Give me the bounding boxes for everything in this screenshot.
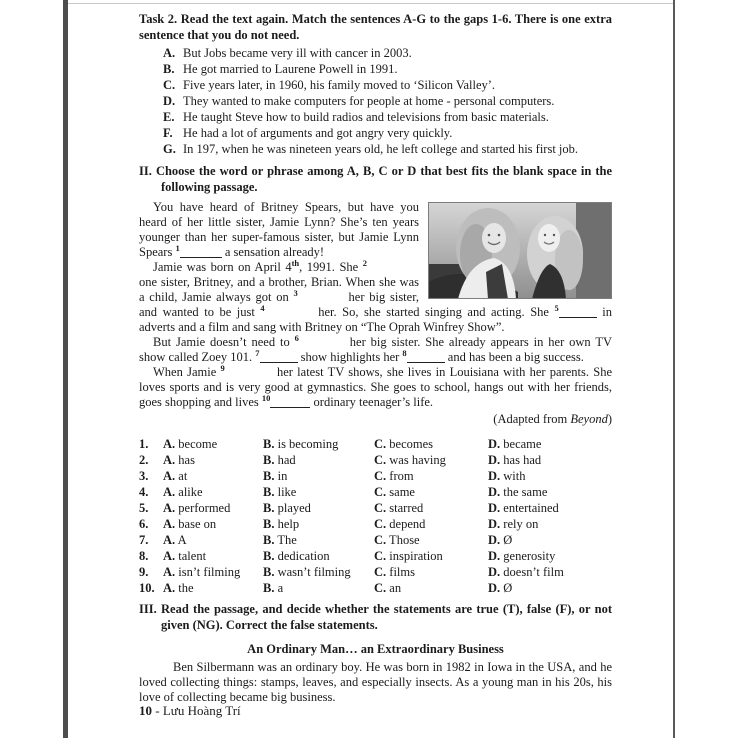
choice-letter: C.: [374, 469, 387, 483]
option-row: [139, 516, 612, 532]
option-row-number: 6.: [139, 517, 149, 531]
option-row-number: 9.: [139, 565, 149, 579]
options-table: [139, 436, 612, 596]
option-row: [139, 532, 612, 548]
task2-heading: Task 2. Read the text again. Match the sentences A-G to the gaps 1-6. There is one extra sentence that you do not need.: [139, 12, 612, 42]
choice-letter: A.: [163, 533, 176, 547]
section2-heading-text: Choose the word or phrase among A, B, C or D that best fits the blank space in the following passage.: [155, 164, 612, 194]
choice-letter: B.: [263, 517, 275, 531]
choice-letter: C.: [374, 565, 387, 579]
gap-number: 7: [255, 347, 260, 358]
option-row-number: 1.: [139, 437, 149, 451]
section3-heading: [139, 602, 612, 633]
passage-paragraph-1: You have heard of Britney Spears, but have you heard of her little sister, Jamie Lynn? She’s ten years younger than her super-famous sister, but Jamie Lynn Spears $^1$ a sensation already!: [139, 200, 419, 259]
option-choice: D. doesn’t film: [488, 565, 564, 579]
choice-letter: D.: [488, 469, 501, 483]
page-left-edge-bar: [63, 0, 68, 738]
option-row: [139, 580, 612, 596]
choice-letter: A.: [163, 469, 176, 483]
choice-letter: A.: [163, 453, 176, 467]
option-choice: B. a: [263, 581, 284, 595]
section2-heading: [139, 164, 612, 195]
passage-paragraph-4: When Jamie $^9$ her latest TV shows, she lives in Louisiana with her parents. She loves sports and is very good at gymnastics. She goes to school, hangs out with her friends, goes shopping and lives $^{10}$ ordinary teenager’s life.: [139, 362, 612, 409]
sentence-text: He got married to Laurene Powell in 1991.: [183, 62, 398, 76]
sentence-letter: G.: [163, 142, 176, 156]
option-choice: A. the: [163, 581, 194, 595]
option-choice: D. has had: [488, 453, 542, 467]
option-choice: B. in: [263, 469, 288, 483]
option-choice: A. talent: [163, 549, 207, 563]
footer-author: - Lưu Hoàng Trí: [152, 703, 241, 718]
option-row-number: 7.: [139, 533, 149, 547]
sentence-text: In 197, when he was nineteen years old, he left college and started his first job.: [183, 142, 579, 156]
option-choice: C. was having: [374, 453, 446, 467]
choice-letter: C.: [374, 581, 387, 595]
choice-letter: D.: [488, 517, 501, 531]
sentence-text: Five years later, in 1960, his family moved to ‘Silicon Valley’.: [183, 78, 496, 92]
section3-label: III.: [139, 602, 157, 616]
choice-letter: B.: [263, 469, 275, 483]
sentence-letter: A.: [163, 46, 176, 60]
option-choice: C. from: [374, 469, 414, 483]
option-choice: D. the same: [488, 485, 548, 499]
story-paragraph: Ben Silbermann was an ordinary boy. He was born in 1982 in Iowa in the USA, and he loved collecting things: stamps, leaves, and especially insects. As a young man in his 20s, his love of collecting became big business.: [139, 660, 612, 704]
option-choice: C. same: [374, 485, 415, 499]
choice-letter: C.: [374, 453, 387, 467]
passage-paragraph-2: Jamie was born on April 4th, 1991. She $^2$ one sister, Britney, and a brother, Brian. When she was a child, Jamie always got on $^3$ her big sister, and wanted to be just $^4$ her. So, she started singing and acting. She $^5$ in adverts and a film and sang with Britney on “The Oprah Winfrey Show”.: [139, 257, 612, 334]
page-right-edge-line: [673, 0, 675, 738]
option-choice: C. inspiration: [374, 549, 443, 563]
choice-letter: B.: [263, 581, 275, 595]
option-row-number: 4.: [139, 485, 149, 499]
task2-sentence-list: [139, 45, 612, 157]
gap-number: 9: [220, 362, 225, 373]
section3-heading-text: Read the passage, and decide whether the statements are true (T), false (F), or not given (NG). Correct the false statements.: [161, 602, 613, 632]
section2-label: II.: [139, 164, 152, 178]
option-row-number: 8.: [139, 549, 149, 563]
page-footer: [139, 703, 241, 719]
choice-letter: B.: [263, 533, 275, 547]
option-choice: A. has: [163, 453, 195, 467]
task2-sentence: [139, 141, 612, 157]
option-choice: B. played: [263, 501, 311, 515]
blank-gap-space: [367, 270, 419, 271]
footer-page-number: 10: [139, 703, 152, 718]
option-choice: A. performed: [163, 501, 231, 515]
choice-letter: D.: [488, 453, 501, 467]
task2-sentence: [139, 109, 612, 125]
task2-sentence: [139, 125, 612, 141]
option-choice: A. isn’t filming: [163, 565, 241, 579]
option-choice: D. became: [488, 437, 542, 451]
gap-number: 3: [293, 287, 298, 298]
section2-passage: [139, 200, 612, 427]
option-row: [139, 452, 612, 468]
gap-number: 4: [260, 302, 265, 313]
sentence-letter: B.: [163, 62, 175, 76]
choice-letter: C.: [374, 533, 387, 547]
credit-suffix: ): [607, 412, 612, 426]
passage-paragraph-3: But Jamie doesn’t need to $^6$ her big sister. She already appears in her own TV show called Zoey 101. $^7$ show highlights her $^8$ and has been a big success.: [139, 332, 612, 364]
choice-letter: D.: [488, 437, 501, 451]
option-choice: B. is becoming: [263, 437, 339, 451]
option-choice: C. films: [374, 565, 415, 579]
choice-letter: C.: [374, 549, 387, 563]
sentence-letter: E.: [163, 110, 175, 124]
blank-gap-line: [180, 248, 222, 258]
choice-letter: D.: [488, 533, 501, 547]
option-choice: D. with: [488, 469, 526, 483]
option-choice: C. becomes: [374, 437, 434, 451]
sentence-text: They wanted to make computers for people at home - personal computers.: [183, 94, 555, 108]
choice-letter: B.: [263, 453, 275, 467]
blank-gap-space: [298, 300, 344, 301]
gap-number: 8: [402, 347, 407, 358]
option-choice: D. entertained: [488, 501, 559, 515]
choice-letter: B.: [263, 565, 275, 579]
option-choice: A. base on: [163, 517, 217, 531]
choice-letter: C.: [374, 485, 387, 499]
choice-letter: D.: [488, 485, 501, 499]
option-choice: A. alike: [163, 485, 203, 499]
option-choice: C. depend: [374, 517, 426, 531]
story-title: An Ordinary Man… an Extraordinary Business: [247, 642, 504, 656]
option-row-number: 3.: [139, 469, 149, 483]
blank-gap-space: [265, 315, 313, 316]
page-content: [139, 12, 612, 718]
choice-letter: A.: [163, 485, 176, 499]
option-row: [139, 548, 612, 564]
sentence-text: He taught Steve how to build radios and televisions from basic materials.: [183, 110, 549, 124]
option-choice: D. Ø: [488, 533, 513, 547]
blank-gap-space: [299, 345, 345, 346]
option-row-number: 10.: [139, 581, 155, 595]
page-top-edge-line: [68, 3, 673, 4]
blank-gap-line: [407, 353, 445, 363]
option-row-number: 5.: [139, 501, 149, 515]
option-choice: C. Those: [374, 533, 420, 547]
choice-letter: B.: [263, 549, 275, 563]
choice-letter: D.: [488, 581, 501, 595]
option-choice: B. like: [263, 485, 297, 499]
task2-sentence: [139, 77, 612, 93]
blank-gap-line: [260, 353, 298, 363]
gap-number: 5: [554, 302, 559, 313]
choice-letter: A.: [163, 501, 176, 515]
option-row: [139, 500, 612, 516]
task2-sentence: [139, 45, 612, 61]
option-choice: B. The: [263, 533, 297, 547]
option-choice: A. become: [163, 437, 218, 451]
choice-letter: D.: [488, 565, 501, 579]
option-choice: B. help: [263, 517, 300, 531]
task2-sentence: [139, 61, 612, 77]
gap-number: th: [291, 257, 300, 268]
gap-number: 10: [261, 392, 271, 403]
option-choice: B. dedication: [263, 549, 330, 563]
choice-letter: B.: [263, 437, 275, 451]
task2-sentence: [139, 93, 612, 109]
choice-letter: A.: [163, 517, 176, 531]
choice-letter: B.: [263, 501, 275, 515]
option-choice: B. had: [263, 453, 296, 467]
choice-letter: D.: [488, 549, 501, 563]
credit-prefix: (Adapted from: [493, 412, 571, 426]
sentence-text: But Jobs became very ill with cancer in 2003.: [183, 46, 412, 60]
gap-number: 1: [175, 242, 180, 253]
option-row: [139, 436, 612, 452]
option-choice: D. rely on: [488, 517, 539, 531]
choice-letter: D.: [488, 501, 501, 515]
sentence-text: He had a lot of arguments and got angry very quickly.: [183, 126, 453, 140]
choice-letter: A.: [163, 565, 176, 579]
option-choice: D. generosity: [488, 549, 556, 563]
choice-letter: C.: [374, 517, 387, 531]
blank-gap-line: [270, 398, 310, 408]
choice-letter: C.: [374, 437, 387, 451]
sentence-letter: D.: [163, 94, 176, 108]
blank-gap-line: [559, 308, 597, 318]
option-choice: A. at: [163, 469, 188, 483]
choice-letter: C.: [374, 501, 387, 515]
gap-number: 6: [294, 332, 299, 343]
credit-source: Beyond: [570, 412, 608, 426]
option-choice: C. an: [374, 581, 402, 595]
choice-letter: A.: [163, 549, 176, 563]
option-row: [139, 468, 612, 484]
choice-letter: A.: [163, 581, 176, 595]
sentence-letter: F.: [163, 126, 173, 140]
option-choice: C. starred: [374, 501, 424, 515]
option-choice: D. Ø: [488, 581, 513, 595]
passage-photo: [428, 202, 612, 299]
option-row: [139, 564, 612, 580]
choice-letter: A.: [163, 437, 176, 451]
option-choice: A. A: [163, 533, 187, 547]
gap-number: 2: [362, 257, 367, 268]
option-row-number: 2.: [139, 453, 149, 467]
choice-letter: B.: [263, 485, 275, 499]
sentence-letter: C.: [163, 78, 176, 92]
blank-gap-space: [225, 375, 273, 376]
passage-credit: [139, 412, 612, 427]
option-choice: B. wasn’t filming: [263, 565, 351, 579]
option-row: [139, 484, 612, 500]
